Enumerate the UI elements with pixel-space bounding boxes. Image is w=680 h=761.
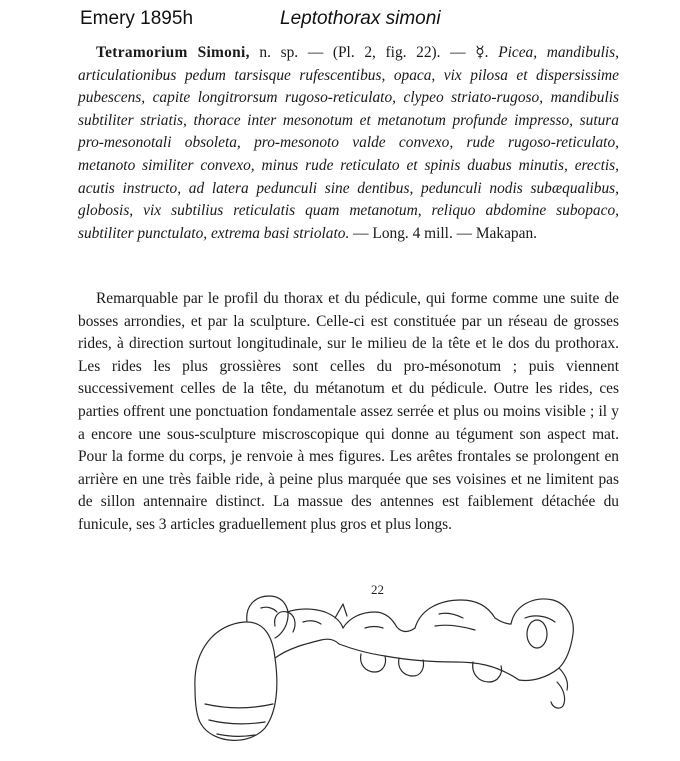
petiole-stalk — [275, 639, 339, 658]
ant-profile-drawing — [185, 578, 585, 750]
sculpture-mark — [439, 613, 463, 618]
taxon-status: n. sp. — (Pl. 2, fig. 22). — ☿. — [249, 44, 499, 61]
figure-number: 22 — [371, 582, 384, 597]
propodeum — [343, 612, 395, 628]
gaster-segment-line — [209, 720, 265, 724]
taxon-name: Tetramorium Simoni, — [96, 44, 250, 61]
sculpture-mark — [261, 607, 277, 612]
petiole-node — [275, 612, 295, 632]
hind-coxa — [361, 654, 386, 672]
remarks-paragraph: Remarquable par le profil du thorax et du pédicule, qui forme comme une suite de bosses arrondies, et par la sculpture. Celle-ci est constituée par un réseau de grosses rides, à direction surtout longitudinale, sur le milieu de la tête et le dos du prothorax. Les rides les plus grossières sont celles du pro-mésonotum ; puis viennent successivement celles de la tête, du métanotum et du pédicule. Outre les rides, ces parties offrent une ponctuation fondamentale assez serrée et plus ou moins visible ; il y a encore une sous-sculpture miscroscopique qui donne au tégument son aspect mat. Pour la forme du corps, je renvoie à mes figures. Les arêtes frontales se prolongent en arrière en une très faible ride, à peine plus marquée que ses voisines et ne limitent pas de sillon antennaire distinct. La massue des antennes est faiblement détachée du funicule, ses 3 articles graduellement plus gros et plus longs. — [78, 290, 619, 533]
description-trailer: — Long. 4 mill. — Makapan. — [349, 224, 537, 242]
mesosoma-venter — [339, 644, 519, 680]
latin-description: Picea, mandibulis, articulationibus pedum tarsisque rufescentibus, opaca, vix pilosa et dispersissime pubescens, capite longitrorsum rugoso-reticulato, clypeo striato-rugoso, mandibulis subtiliter striatis, thorace inter mesonotum et metanotum profunde impresso, sutura pro-mesonotali obsoleta, pro-mesonoto valde convexo, rude rugoso-reticulato, metanoto similiter convexo, minus rude reticulato et spinis duabus minutis, erectis, acutis instructo, ad latera pedunculi sine dentibus, pedunculi nodis subæqualibus, globosis, vix subtilius reticulatis quam metanotum, reliquo abdomine subopaco, subtiliter punctulato, extrema basi striolato. — [78, 44, 619, 242]
sculpture-mark — [303, 621, 321, 624]
sculpture-mark — [365, 627, 383, 629]
species-description — [78, 42, 619, 245]
gaster-segment-line — [217, 734, 255, 736]
promesonotum — [415, 600, 495, 628]
head-outline — [511, 599, 573, 681]
sculpture-mark — [435, 625, 475, 630]
page-header — [80, 8, 640, 34]
author-year: Emery 1895h — [80, 8, 194, 29]
metanotal-groove — [395, 624, 415, 631]
propodeal-spine — [335, 604, 347, 618]
pronotum-neck — [495, 618, 511, 624]
gaster-segment-line — [205, 704, 273, 708]
ant-profile-figure — [185, 578, 585, 750]
mandible — [551, 682, 565, 708]
species-name: Leptothorax simoni — [280, 8, 441, 29]
compound-eye — [527, 620, 547, 648]
